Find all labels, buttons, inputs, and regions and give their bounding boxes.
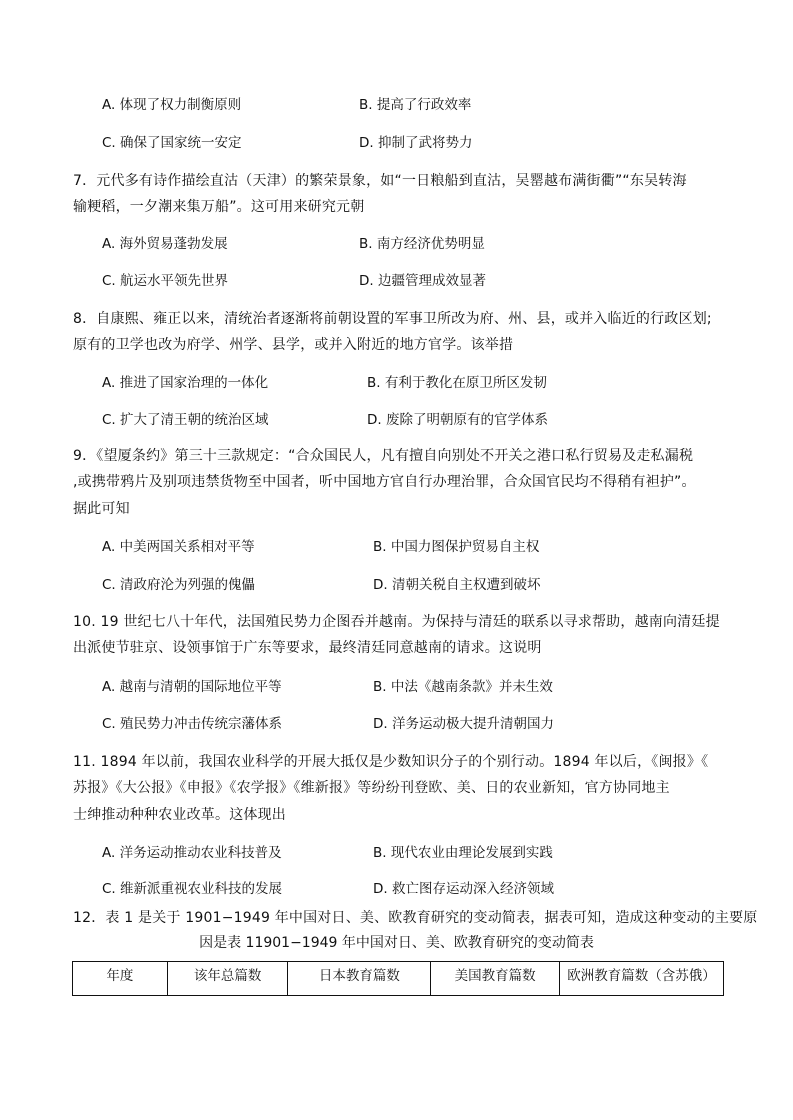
- q8-stem-line-1: 8．自康熙、雍正以来，清统治者逐渐将前朝设置的军事卫所改为府、州、县，或并入临近的行政区划;: [73, 311, 712, 327]
- q10-option-d: D. 洋务运动极大提升清朝国力: [373, 716, 554, 732]
- q7-option-c: C. 航运水平领先世界: [102, 273, 229, 289]
- q11-option-a: A. 洋务运动推动农业科技普及: [102, 845, 282, 861]
- q11-stem-line-1: 11. 1894 年以前，我国农业科学的开展大抵仅是少数知识分子的个别行动。1894 年以后，《闽报》《: [73, 754, 709, 770]
- q8-option-b: B. 有利于教化在原卫所区发韧: [367, 375, 547, 391]
- q8-option-c: C. 扩大了清王朝的统治区域: [102, 412, 269, 428]
- q6-option-a: A. 体现了权力制衡原则: [102, 97, 242, 113]
- q9-option-a: A. 中美两国关系相对平等: [102, 539, 255, 555]
- q7-stem-line-1: 7．元代多有诗作描绘直沽（天津）的繁荣景象，如“一日粮船到直沽，吴罂越布满街衢”“东吴转海: [73, 173, 687, 189]
- q8-option-a: A. 推进了国家治理的一体化: [102, 375, 269, 391]
- q9-option-d: D. 清朝关税自主权遭到破坏: [373, 577, 541, 593]
- q8-option-d: D. 废除了明朝原有的官学体系: [367, 412, 548, 428]
- table-header-usa: 美国教育篇数: [431, 962, 560, 996]
- table-header-total: 该年总篇数: [167, 962, 288, 996]
- q11-stem-line-2: 苏报》《大公报》《申报》《农学报》《维新报》等纷纷刊登欧、美、日的农业新知，官方协同地主: [73, 780, 670, 796]
- q6-option-b: B. 提高了行政效率: [359, 97, 472, 113]
- q10-stem-line-2: 出派使节驻京、设领事馆于广东等要求，最终清廷同意越南的请求。这说明: [73, 640, 542, 656]
- q9-option-c: C. 清政府沦为列强的傀儡: [102, 577, 256, 593]
- q9-stem-line-1: 9．《望厦条约》第三十三款规定：“合众国民人，凡有擅自向别处不开关之港口私行贸易及走私漏税: [73, 448, 694, 464]
- q11-option-b: B. 现代农业由理论发展到实践: [373, 845, 553, 861]
- q11-option-d: D. 救亡图存运动深入经济领域: [373, 881, 554, 897]
- q11-stem-line-3: 士绅推动种种农业改革。这体现出: [73, 807, 286, 823]
- q8-stem-line-2: 原有的卫学也改为府学、州学、县学，或并入附近的地方官学。该举措: [73, 337, 514, 353]
- q9-stem-line-2: ,或携带鸦片及别项违禁货物至中国者，听中国地方官自行办理治罪，合众国官民均不得稍有袒护”。: [73, 474, 696, 490]
- education-research-table: [72, 961, 724, 996]
- q12-stem-line-1: 12．表 1 是关于 1901−1949 年中国对日、美、欧教育研究的变动简表，据表可知，造成这种变动的主要原: [73, 910, 758, 926]
- q6-option-c: C. 确保了国家统一安定: [102, 135, 242, 151]
- table-caption: 因是表 11901−1949 年中国对日、美、欧教育研究的变动简表: [199, 935, 594, 951]
- q11-option-c: C. 维新派重视农业科技的发展: [102, 881, 283, 897]
- table-header-year: 年度: [73, 962, 168, 996]
- table-header-row: [73, 962, 724, 996]
- q9-stem-line-3: 据此可知: [73, 501, 130, 517]
- q7-option-a: A. 海外贸易蓬勃发展: [102, 236, 228, 252]
- q7-option-b: B. 南方经济优势明显: [359, 236, 485, 252]
- table-header-europe: 欧洲教育篇数（含苏俄）: [560, 962, 724, 996]
- q7-stem-line-2: 输粳稻，一夕潮来集万船”。这可用来研究元朝: [73, 199, 365, 215]
- q7-option-d: D. 边疆管理成效显著: [359, 273, 486, 289]
- q10-option-c: C. 殖民势力冲击传统宗藩体系: [102, 716, 283, 732]
- q10-stem-line-1: 10. 19 世纪七八十年代，法国殖民势力企图吞并越南。为保持与清廷的联系以寻求帮助，越南向清廷提: [73, 614, 720, 630]
- q9-option-b: B. 中国力图保护贸易自主权: [373, 539, 540, 555]
- q10-option-a: A. 越南与清朝的国际地位平等: [102, 679, 282, 695]
- q6-option-d: D. 抑制了武将势力: [359, 135, 473, 151]
- q10-option-b: B. 中法《越南条款》并未生效: [373, 679, 553, 695]
- table-header-japan: 日本教育篇数: [288, 962, 431, 996]
